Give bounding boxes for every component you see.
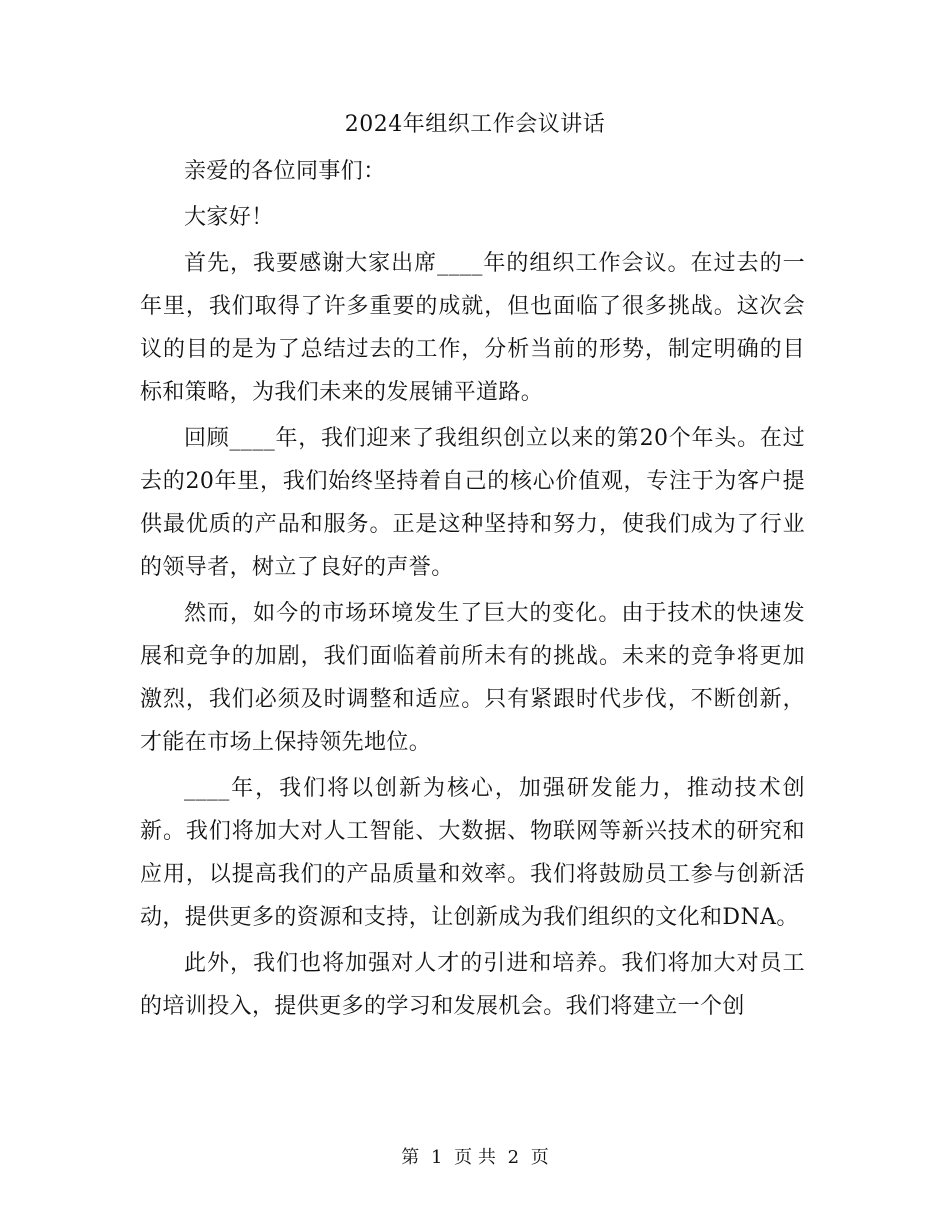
document-title: 2024年组织工作会议讲话 (344, 112, 606, 137)
page-label-suffix: 页 (530, 1147, 549, 1168)
greeting-paragraph: 亲爱的各位同事们： (184, 159, 386, 184)
body-paragraph: 首先，我要感谢大家出席____年的组织工作会议。在过去的一年里，我们取得了许多重要的成就，但也面临了很多挑战。这次会议的目的是为了总结过去的工作，分析当前的形势，制定明确的目标和策略，为我们未来的发展铺平道路。 (140, 251, 805, 405)
page-label-prefix: 第 (401, 1147, 420, 1168)
current-page-number: 1 (430, 1147, 443, 1168)
salutation-paragraph: 大家好！ (184, 205, 274, 230)
total-page-number: 2 (507, 1147, 520, 1168)
body-paragraph: ____年，我们将以创新为核心，加强研发能力，推动技术创新。我们将加大对人工智能、大数据、物联网等新兴技术的研究和应用，以提高我们的产品质量和效率。我们将鼓励员工参与创新活动，提供更多的资源和支持，让创新成为我们组织的文化和DNA。 (140, 776, 805, 930)
document-body (140, 150, 805, 1031)
body-paragraph: 然而，如今的市场环境发生了巨大的变化。由于技术的快速发展和竞争的加剧，我们面临着前所未有的挑战。未来的竞争将更加激烈，我们必须及时调整和适应。只有紧跟时代步伐，不断创新，才能在市场上保持领先地位。 (140, 601, 805, 755)
body-paragraph: 回顾____年，我们迎来了我组织创立以来的第20个年头。在过去的20年里，我们始终坚持着自己的核心价值观，专注于为客户提供最优质的产品和服务。正是这种坚持和努力，使我们成为了行业的领导者，树立了良好的声誉。 (140, 426, 805, 580)
page-footer (0, 1143, 950, 1173)
page-label-mid: 页 共 (454, 1147, 496, 1168)
body-paragraph: 此外，我们也将加强对人才的引进和培养。我们将加大对员工的培训投入，提供更多的学习和发展机会。我们将建立一个创 (140, 951, 805, 1019)
